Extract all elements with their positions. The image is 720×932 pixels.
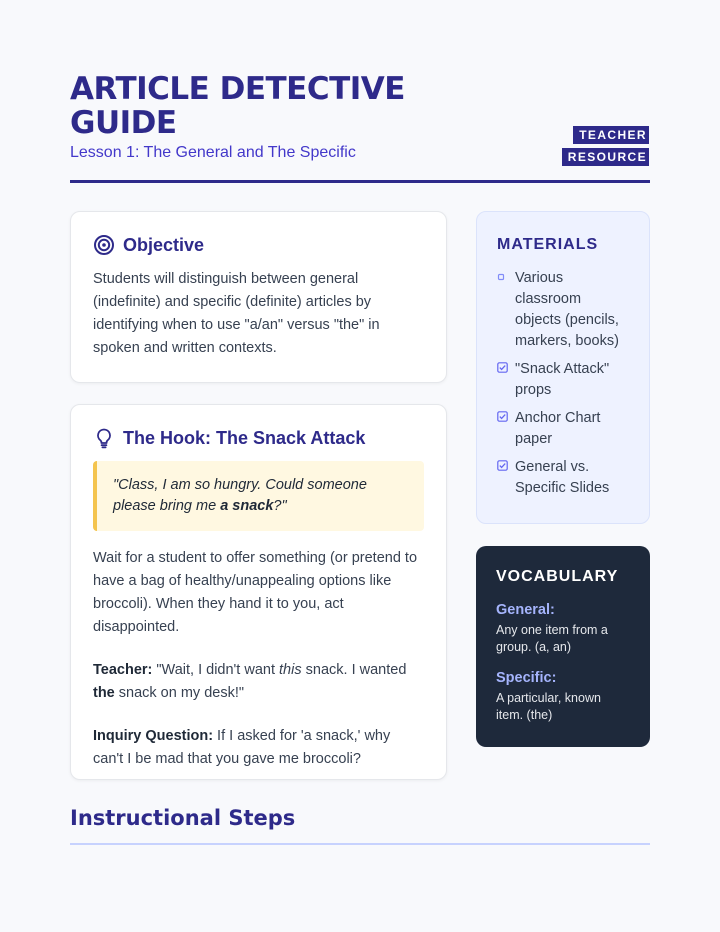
checkbox-icon bbox=[497, 458, 507, 499]
badge-label: TEACHER RESOURCE bbox=[562, 126, 649, 166]
objective-card bbox=[70, 211, 447, 383]
teacher-text-3: snack on my desk!" bbox=[114, 685, 245, 701]
header-divider bbox=[70, 180, 650, 183]
inquiry-question bbox=[93, 725, 424, 771]
vocab-definition-specific: A particular, known item. (the) bbox=[496, 691, 601, 722]
material-label: General vs. Specific Slides bbox=[515, 459, 610, 496]
materials-list bbox=[497, 268, 629, 499]
inquiry-text: If I asked for 'a snack,' why can't I be mad that you gave me broccoli? bbox=[93, 728, 391, 767]
material-label: Anchor Chart paper bbox=[515, 410, 601, 447]
vocab-definition-general: Any one item from a group. (a, an) bbox=[496, 623, 608, 654]
vocabulary-heading: VOCABULARY bbox=[496, 568, 619, 585]
lightbulb-icon bbox=[93, 427, 115, 449]
vocabulary-panel bbox=[476, 546, 650, 747]
quote-text-start: "Class, I am so hungry. Could someone please bring me bbox=[113, 477, 367, 514]
objective-heading: Objective bbox=[123, 234, 205, 255]
materials-panel bbox=[476, 211, 650, 524]
hook-quote bbox=[93, 461, 424, 531]
materials-heading: MATERIALS bbox=[497, 236, 599, 253]
list-item bbox=[497, 268, 629, 352]
teacher-line bbox=[93, 659, 424, 705]
vocab-term-specific: Specific: bbox=[496, 670, 557, 686]
material-label: "Snack Attack" props bbox=[515, 361, 610, 398]
section-divider bbox=[70, 843, 650, 845]
hook-header bbox=[93, 427, 424, 449]
material-label: Various classroom objects (pencils, markers, books) bbox=[515, 270, 619, 349]
list-item bbox=[497, 457, 629, 499]
objective-header bbox=[93, 234, 424, 256]
page-title: ARTICLE DETECTIVE GUIDE bbox=[70, 71, 405, 141]
teacher-text-1: "Wait, I didn't want bbox=[152, 662, 280, 678]
vocab-term-general: General: bbox=[496, 602, 555, 618]
teacher-resource-badge bbox=[561, 124, 649, 168]
list-item bbox=[497, 408, 629, 450]
hook-heading: The Hook: The Snack Attack bbox=[123, 427, 366, 448]
teacher-bold: the bbox=[93, 685, 115, 701]
bullet-icon bbox=[497, 269, 507, 352]
quote-emphasis: a snack bbox=[220, 498, 274, 514]
section-heading-steps: Instructional Steps bbox=[70, 806, 296, 830]
page-subtitle: Lesson 1: The General and The Specific bbox=[70, 144, 356, 161]
teacher-italic: this bbox=[279, 662, 302, 678]
quote-text-end: ?" bbox=[273, 498, 287, 514]
target-icon bbox=[93, 234, 115, 256]
teacher-label: Teacher: bbox=[93, 662, 153, 678]
hook-instructions: Wait for a student to offer something (or pretend to have a bag of healthy/unappealing options like broccoli). When they hand it to you, act disappointed. bbox=[93, 550, 418, 635]
teacher-text-2: snack. I wanted bbox=[301, 662, 407, 678]
checkbox-icon bbox=[497, 409, 507, 450]
objective-text: Students will distinguish between general (indefinite) and specific (definite) articles by identifying when to use "a/an" versus "the" in spoken and written contexts. bbox=[93, 271, 380, 356]
hook-card bbox=[70, 404, 447, 780]
inquiry-label: Inquiry Question: bbox=[93, 728, 214, 744]
list-item bbox=[497, 359, 629, 401]
checkbox-icon bbox=[497, 360, 507, 401]
